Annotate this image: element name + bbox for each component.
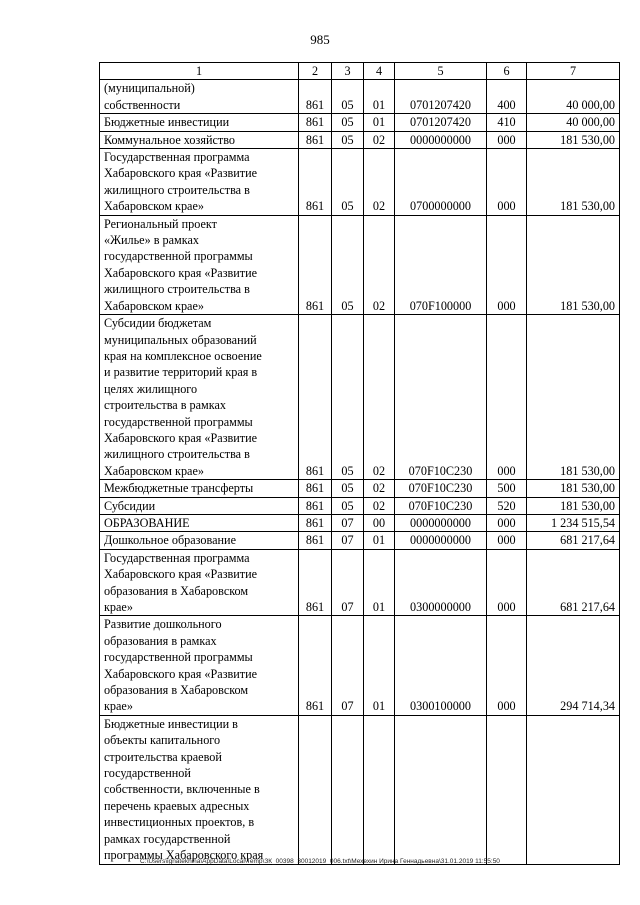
table-row — [100, 80, 620, 114]
admin-code-cell: 861 — [299, 616, 332, 715]
subsection-cell: 01 — [364, 532, 395, 549]
subsection-cell: 02 — [364, 480, 395, 497]
subsection-cell: 02 — [364, 131, 395, 148]
header-cell: 3 — [332, 63, 364, 80]
item-name-cell: Бюджетные инвестиции — [100, 114, 299, 131]
subsection-cell: 01 — [364, 80, 395, 114]
item-name-cell: (муниципальной) собственности — [100, 80, 299, 114]
item-name-cell: Развитие дошкольного образования в рамках государственной программы Хабаровского края «Развитие образования в Хабаровском крае» — [100, 616, 299, 715]
expense-type-cell — [487, 715, 527, 864]
amount-cell: 40 000,00 — [527, 80, 620, 114]
admin-code-cell: 861 — [299, 315, 332, 480]
table-row — [100, 480, 620, 497]
expense-type-cell: 000 — [487, 514, 527, 531]
table-row — [100, 514, 620, 531]
target-article-cell: 0000000000 — [395, 514, 487, 531]
budget-table — [99, 62, 620, 865]
expense-type-cell: 400 — [487, 80, 527, 114]
section-cell: 07 — [332, 616, 364, 715]
page-number: 985 — [310, 32, 330, 47]
admin-code-cell: 861 — [299, 114, 332, 131]
item-name-cell: Дошкольное образование — [100, 532, 299, 549]
item-name-cell: ОБРАЗОВАНИЕ — [100, 514, 299, 531]
admin-code-cell: 861 — [299, 549, 332, 616]
item-name-cell: Межбюджетные трансферты — [100, 480, 299, 497]
table-row — [100, 149, 620, 216]
amount-cell: 1 234 515,54 — [527, 514, 620, 531]
expense-type-cell: 000 — [487, 149, 527, 216]
section-cell: 07 — [332, 549, 364, 616]
item-name-cell: Бюджетные инвестиции в объекты капитального строительства краевой государственной собственности, включенные в перечень краевых адресных инвестиционных проектов, в рамках государственной программы Хабаровского края — [100, 715, 299, 864]
expense-type-cell: 000 — [487, 315, 527, 480]
table-row — [100, 532, 620, 549]
target-article-cell — [395, 715, 487, 864]
header-cell: 4 — [364, 63, 395, 80]
admin-code-cell: 861 — [299, 215, 332, 314]
section-cell: 07 — [332, 514, 364, 531]
file-path-footer: C:\Users\ignatekhina\AppData\Local\Temp\ЗК_00398_30012019_006.txt\Мехехин Ирина Геннадьевна\31.01.2019 11:55:50 — [140, 858, 500, 865]
admin-code-cell: 861 — [299, 80, 332, 114]
item-name-cell: Субсидии — [100, 497, 299, 514]
amount-cell: 181 530,00 — [527, 131, 620, 148]
target-article-cell: 070F10C230 — [395, 480, 487, 497]
subsection-cell: 01 — [364, 616, 395, 715]
table-row — [100, 315, 620, 480]
admin-code-cell: 861 — [299, 480, 332, 497]
item-name-cell: Коммунальное хозяйство — [100, 131, 299, 148]
amount-cell: 181 530,00 — [527, 149, 620, 216]
expense-type-cell: 000 — [487, 549, 527, 616]
target-article-cell: 0300100000 — [395, 616, 487, 715]
target-article-cell: 0701207420 — [395, 80, 487, 114]
amount-cell — [527, 715, 620, 864]
item-name-cell: Субсидии бюджетам муниципальных образований края на комплексное освоение и развитие территорий края в целях жилищного строительства в рамках государственной программы Хабаровского края «Развитие жилищного строительства в Хабаровском крае» — [100, 315, 299, 480]
header-cell: 5 — [395, 63, 487, 80]
header-cell: 6 — [487, 63, 527, 80]
target-article-cell: 0700000000 — [395, 149, 487, 216]
target-article-cell: 0701207420 — [395, 114, 487, 131]
expense-type-cell: 500 — [487, 480, 527, 497]
amount-cell: 40 000,00 — [527, 114, 620, 131]
section-cell: 05 — [332, 131, 364, 148]
table-row — [100, 497, 620, 514]
expense-type-cell: 000 — [487, 616, 527, 715]
subsection-cell: 02 — [364, 497, 395, 514]
expense-type-cell: 520 — [487, 497, 527, 514]
header-cell: 7 — [527, 63, 620, 80]
item-name-cell: Государственная программа Хабаровского края «Развитие образования в Хабаровском крае» — [100, 549, 299, 616]
amount-cell: 681 217,64 — [527, 532, 620, 549]
table-row — [100, 114, 620, 131]
section-cell: 07 — [332, 532, 364, 549]
amount-cell: 181 530,00 — [527, 315, 620, 480]
target-article-cell: 0000000000 — [395, 532, 487, 549]
admin-code-cell: 861 — [299, 131, 332, 148]
admin-code-cell: 861 — [299, 497, 332, 514]
subsection-cell: 01 — [364, 549, 395, 616]
section-cell — [332, 715, 364, 864]
target-article-cell: 0000000000 — [395, 131, 487, 148]
admin-code-cell: 861 — [299, 514, 332, 531]
expense-type-cell: 000 — [487, 215, 527, 314]
table-row — [100, 131, 620, 148]
table-row — [100, 549, 620, 616]
admin-code-cell: 861 — [299, 149, 332, 216]
amount-cell: 681 217,64 — [527, 549, 620, 616]
section-cell: 05 — [332, 114, 364, 131]
header-cell: 1 — [100, 63, 299, 80]
table-row — [100, 616, 620, 715]
admin-code-cell: 861 — [299, 532, 332, 549]
section-cell: 05 — [332, 480, 364, 497]
amount-cell: 181 530,00 — [527, 215, 620, 314]
item-name-cell: Региональный проект «Жилье» в рамках государственной программы Хабаровского края «Развитие жилищного строительства в Хабаровском крае» — [100, 215, 299, 314]
target-article-cell: 070F10C230 — [395, 315, 487, 480]
section-cell: 05 — [332, 215, 364, 314]
expense-type-cell: 410 — [487, 114, 527, 131]
subsection-cell: 02 — [364, 315, 395, 480]
expense-type-cell: 000 — [487, 532, 527, 549]
admin-code-cell — [299, 715, 332, 864]
section-cell: 05 — [332, 497, 364, 514]
header-cell: 2 — [299, 63, 332, 80]
table-row — [100, 215, 620, 314]
item-name-cell: Государственная программа Хабаровского края «Развитие жилищного строительства в Хабаровском крае» — [100, 149, 299, 216]
expense-type-cell: 000 — [487, 131, 527, 148]
subsection-cell: 00 — [364, 514, 395, 531]
amount-cell: 294 714,34 — [527, 616, 620, 715]
subsection-cell: 02 — [364, 149, 395, 216]
subsection-cell: 02 — [364, 215, 395, 314]
table-row — [100, 715, 620, 864]
subsection-cell: 01 — [364, 114, 395, 131]
amount-cell: 181 530,00 — [527, 497, 620, 514]
header-row — [100, 63, 620, 80]
section-cell: 05 — [332, 315, 364, 480]
subsection-cell — [364, 715, 395, 864]
target-article-cell: 070F10C230 — [395, 497, 487, 514]
amount-cell: 181 530,00 — [527, 480, 620, 497]
section-cell: 05 — [332, 149, 364, 216]
target-article-cell: 070F100000 — [395, 215, 487, 314]
target-article-cell: 0300000000 — [395, 549, 487, 616]
section-cell: 05 — [332, 80, 364, 114]
